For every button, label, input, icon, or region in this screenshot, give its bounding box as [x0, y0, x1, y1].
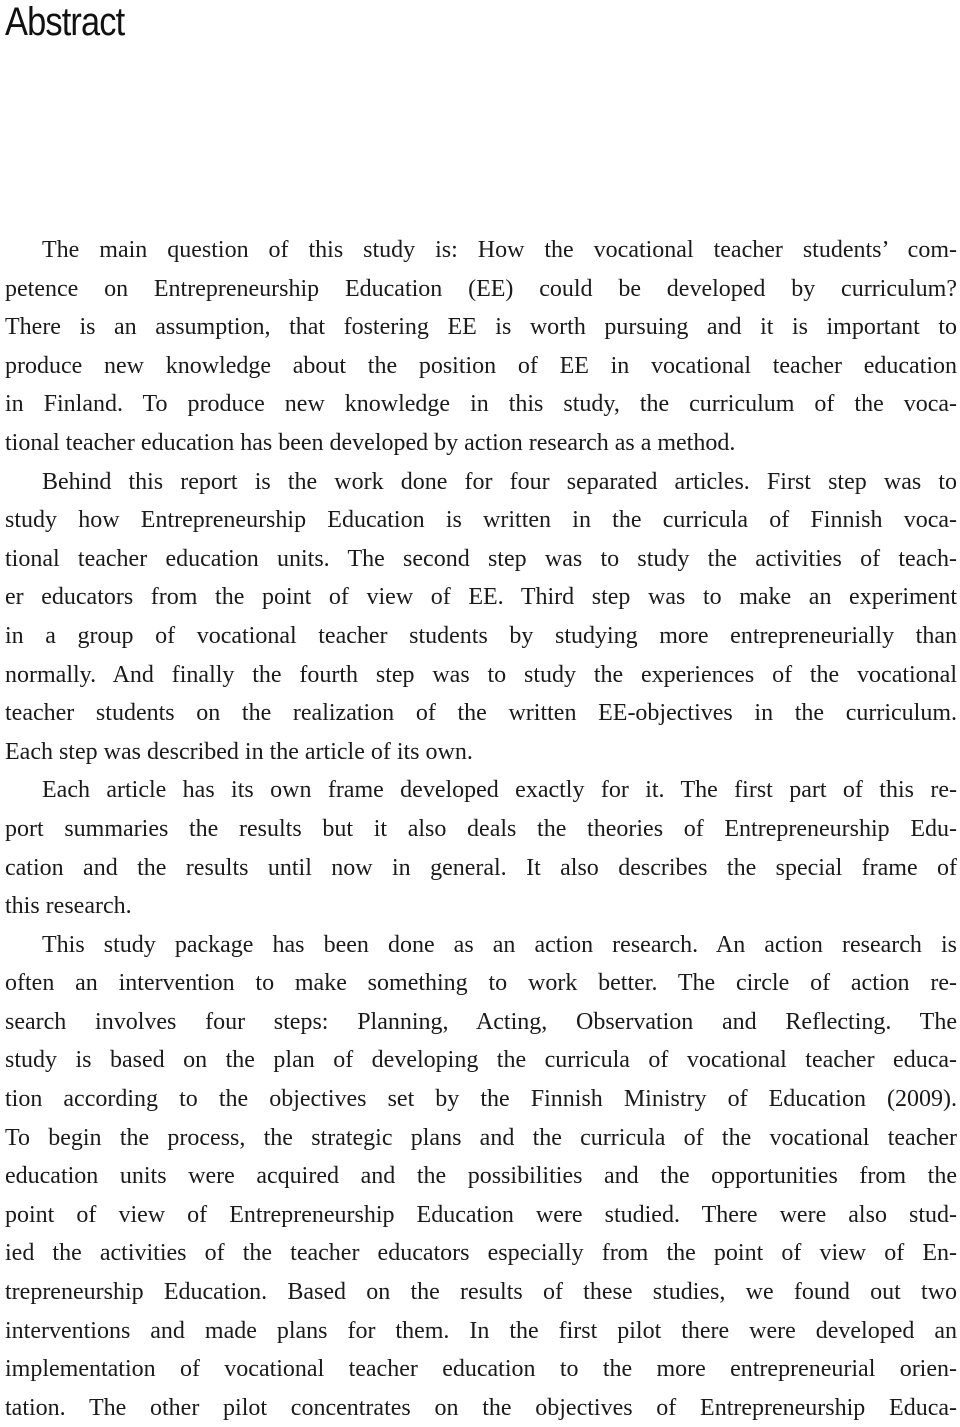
text-line: There is an assumption, that fostering EE is worth pursuing and it is important to — [5, 314, 957, 341]
text-line: tation. The other pilot concentrates on the objectives of Entrepreneurship Educa- — [5, 1394, 957, 1421]
text-line: search involves four steps: Planning, Acting, Observation and Reflecting. The — [5, 1008, 957, 1035]
text-line: The main question of this study is: How the vocational teacher students’ com- — [42, 237, 957, 263]
text-line: teacher students on the realization of the written EE-objectives in the curriculum. — [5, 700, 957, 727]
text-line: produce new knowledge about the position of EE in vocational teacher education — [5, 352, 957, 379]
text-line: education units were acquired and the possibilities and the opportunities from the — [5, 1163, 957, 1190]
text-line: interventions and made plans for them. In the first pilot there were developed an — [5, 1317, 957, 1344]
text-line: port summaries the results but it also deals the theories of Entrepreneurship Edu- — [5, 815, 957, 842]
text-line: To begin the process, the strategic plans and the curricula of the vocational teacher — [5, 1124, 957, 1151]
text-line: tional teacher education units. The second step was to study the activities of teach- — [5, 545, 957, 572]
text-line: study is based on the plan of developing the curricula of vocational teacher educa- — [5, 1047, 957, 1074]
text-line: tion according to the objectives set by the Finnish Ministry of Education (2009). — [5, 1086, 957, 1113]
text-line: tional teacher education has been developed by action research as a method. — [5, 429, 736, 456]
text-line: often an intervention to make something to work better. The circle of action re- — [5, 970, 957, 997]
text-line: Behind this report is the work done for four separated articles. First step was to — [42, 468, 957, 495]
text-line: petence on Entrepreneurship Education (EE) could be developed by curriculum? — [5, 275, 957, 302]
text-line: Each article has its own frame developed exactly for it. The first part of this re- — [42, 777, 957, 804]
text-line: This study package has been done as an action research. An action research is — [42, 931, 957, 958]
text-line: in a group of vocational teacher students by studying more entrepreneurially than — [5, 622, 957, 649]
text-line: this research. — [5, 893, 132, 920]
text-line: ied the activities of the teacher educators especially from the point of view of En- — [5, 1240, 957, 1267]
text-line: normally. And finally the fourth step was to study the experiences of the vocational — [5, 661, 957, 688]
text-line: in Finland. To produce new knowledge in this study, the curriculum of the voca- — [5, 391, 957, 418]
page-title: Abstract — [5, 0, 125, 44]
text-line: cation and the results until now in general. It also describes the special frame of — [5, 854, 957, 881]
text-line: trepreneurship Education. Based on the results of these studies, we found out two — [5, 1279, 957, 1306]
text-line: Each step was described in the article of its own. — [5, 738, 473, 765]
text-line: er educators from the point of view of EE. Third step was to make an experiment — [5, 584, 957, 611]
text-line: point of view of Entrepreneurship Education were studied. There were also stud- — [5, 1201, 957, 1228]
text-line: study how Entrepreneurship Education is written in the curricula of Finnish voca- — [5, 507, 957, 534]
abstract-body — [5, 231, 957, 1427]
text-line: implementation of vocational teacher education to the more entrepreneurial orien- — [5, 1356, 957, 1383]
